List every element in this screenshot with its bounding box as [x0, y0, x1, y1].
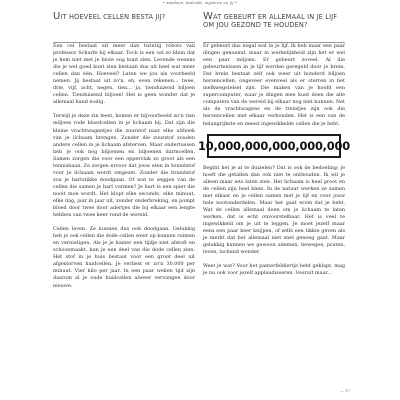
- right-section-title: [203, 13, 345, 43]
- right-paragraph-2: Begint het je al te duizelen? Dat is ook de bedoeling; je hoeft die getallen dan ook niet te onthouden. Ik wil je alleen maar iets laten zien. Het lichaam is heel groot en de cellen zijn heel klein. In de natuur werken ze samen met elkaar en je cellen samen met je lijf en voor jouw hele nootonderdelen. Maar het gaat erom dat je hebt. Wat de cellen allemaal doen om je lichaam te laten werken, dat is echt onvoorstelbaar. Het is veel te ingewikkeld om je uit te leggen. Je moet jezelf maar eens een paar keer knijpen, of zelfs een tikkie geven als je merkt dat het allemaal niet snel genoeg gaat. Maar gelukkig kunnen we gewoon ademen, bewegen, praten, leven, lachend wonder.: [203, 164, 345, 256]
- left-title-initial: U: [53, 11, 61, 22]
- right-column: [198, 11, 350, 277]
- page-number: — 17: [339, 388, 350, 393]
- left-section-title: [53, 13, 195, 43]
- right-paragraph-1: Er gebeurt dus nogal wat in je lijf. Ik heb maar een paar dingen genoemd, maar in werkelijkheid zijn het er wel een paar miljoen. Er gebeurt zoveel. Al die gebeurtenissen in je lijf worden geregeld door je brein. Dat brein bestaat zelf ook weer uit honderd biljoen hersencellen, ongeveer evenveel als er sterren in het melkwegstelsel zijn. Die maken van je hoofd een supercomputer, waar je dingen mee kunt doen die alle computers van de wereld bij elkaar nog niet kunnen. Net als de vrachtwagens en de treintjes zijn ook die hersencellen met elkaar verbonden. Het is een van de belangrijkste en meest ingewikkelde cellen die je hebt.: [203, 43, 345, 127]
- number-banner: [198, 134, 350, 158]
- right-paragraph-3: Weet je wat? Voor het panterfeldiertje hebt geklapt, mag je nu ook voor jezelf applaudisseren. Vooruit maar...: [203, 263, 345, 277]
- running-header: • aandoen, taalzakt, mysterie en jij •: [162, 1, 238, 5]
- left-paragraph-2: Terwijl je deze zin leest, komen er bijvoorbeeld zo'n tien miljoen rode bloedcellen in je lichaam bij. Dat zijn die kleine vrachtwagentjes die zuurstof naar elke uithoek van je lichaam brengen. Zonder die zuurstof zouden andere cellen in je lichaam afsterven. Maar ondertussen heb je ook nog biljoenen en biljoenen darmcellen. Samen zorgen die voor een oppervlak zo groot als een tennisbaan. Ze zorgen ervoor dat jouw eten in brandstof voor je lichaam wordt omgezet. Zonder die brandstof zou je hartstikke doodgaan. Of wat te zeggen van de cellen die samen je hart vormen? Je hart is een spier die nooit moe wordt. Het klopt elke seconde, elke minuut, elke dag, jaar in jaar uit, zonder onderbreking, en pompt bloed door twee door adertjes die bij elkaar een lengte hebben van twee keer rond de wereld.: [53, 113, 195, 219]
- left-column: [53, 13, 195, 290]
- right-title-text: AT GEBEURT ER ALLEMAAL IN JE LIJF OM JOU GEZOND TE HOUDEN?: [203, 13, 338, 29]
- left-title-text: IT HOEVEEL CELLEN BESTA JIJ?: [60, 13, 166, 21]
- left-paragraph-3: Cellen leven. Ze kunnen dus ook doodgaan. Gelukkig heb je ook cellen die dode cellen weer op kunnen ruimen en vernietigen. Als je je kamer een tijdje niet afstoft en schoonmaakt, kun je een deel van die dode cellen zien. Het stof in je huis bestaat voor een groot deel uit afgestorven huidcellen. Je verliest er zo'n 30.000 per minuut. Vier kilo per jaar. In een paar weken tijd zijn daarom al je oude huidcellen alweer vervangen door nieuwe.: [53, 226, 195, 289]
- right-title-initial: W: [203, 11, 214, 22]
- left-paragraph-1: Een cel bestaat uit meer dan twintig robots van professor Scharfe bij elkaar. Toch is een cel zo klein dat je hem niet met je blote oog kunt zien. Levende wezens die je wel goed kunt zien bestaan dus uit heel wat meer cellen dan één. Hoeveel? Laten we jou als voorbeeld nemen. Jij bestaat uit zo'n, eh, even rekenen... twee, drie, vijf, acht, negen, tien... ja, tienduizend biljoen cellen. Tienduizend biljoen! Het is geen wonder dat je allemaal hand nodig.: [53, 43, 195, 106]
- big-number-text: 10,000,000,000,000,000: [198, 138, 350, 153]
